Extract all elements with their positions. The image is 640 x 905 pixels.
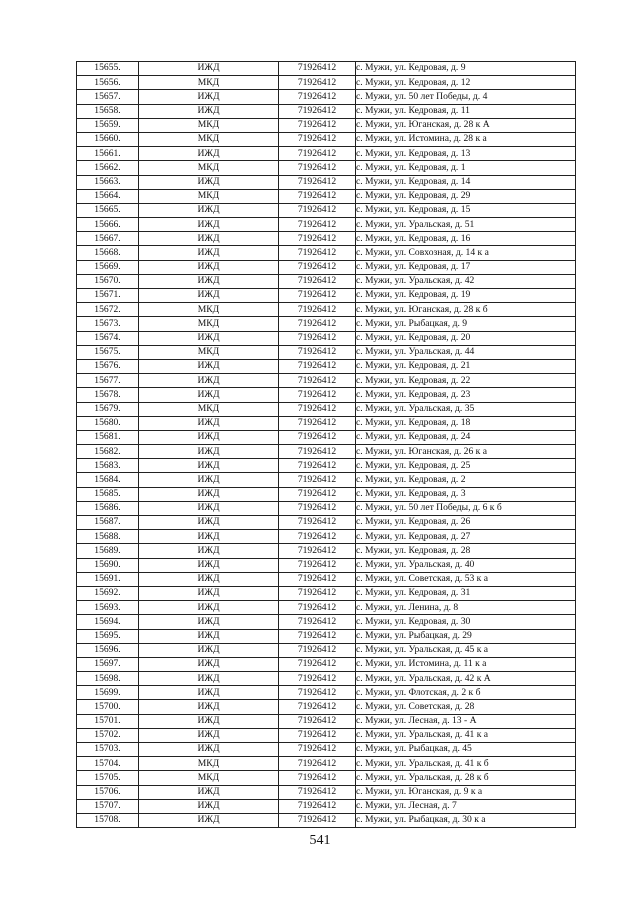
oktmo-code-cell: 71926412 — [279, 374, 356, 388]
table-row — [77, 402, 576, 416]
building-type-cell: МКД — [139, 118, 279, 132]
building-type-cell: ИЖД — [139, 459, 279, 473]
building-type-cell: ИЖД — [139, 416, 279, 430]
building-type-cell: ИЖД — [139, 629, 279, 643]
oktmo-code-cell: 71926412 — [279, 516, 356, 530]
row-number-cell: 15705. — [77, 771, 139, 785]
table-row — [77, 728, 576, 742]
oktmo-code-cell: 71926412 — [279, 430, 356, 444]
oktmo-code-cell: 71926412 — [279, 586, 356, 600]
building-type-cell: ИЖД — [139, 203, 279, 217]
building-type-cell: ИЖД — [139, 274, 279, 288]
oktmo-code-cell: 71926412 — [279, 189, 356, 203]
table-row — [77, 189, 576, 203]
oktmo-code-cell: 71926412 — [279, 473, 356, 487]
oktmo-code-cell: 71926412 — [279, 799, 356, 813]
row-number-cell: 15686. — [77, 501, 139, 515]
building-type-cell: ИЖД — [139, 544, 279, 558]
row-number-cell: 15670. — [77, 274, 139, 288]
building-type-cell: ИЖД — [139, 700, 279, 714]
address-cell: с. Мужи, ул. Кедровая, д. 26 — [356, 516, 576, 530]
table-row — [77, 487, 576, 501]
row-number-cell: 15684. — [77, 473, 139, 487]
row-number-cell: 15699. — [77, 686, 139, 700]
oktmo-code-cell: 71926412 — [279, 728, 356, 742]
row-number-cell: 15708. — [77, 813, 139, 827]
table-row — [77, 359, 576, 373]
row-number-cell: 15679. — [77, 402, 139, 416]
address-cell: с. Мужи, ул. Истомина, д. 28 к а — [356, 132, 576, 146]
oktmo-code-cell: 71926412 — [279, 558, 356, 572]
oktmo-code-cell: 71926412 — [279, 416, 356, 430]
address-cell: с. Мужи, ул. Ленина, д. 8 — [356, 601, 576, 615]
building-type-cell: МКД — [139, 303, 279, 317]
table-row — [77, 118, 576, 132]
building-type-cell: ИЖД — [139, 586, 279, 600]
building-type-cell: МКД — [139, 402, 279, 416]
row-number-cell: 15698. — [77, 672, 139, 686]
oktmo-code-cell: 71926412 — [279, 175, 356, 189]
address-cell: с. Мужи, ул. Юганская, д. 28 к б — [356, 303, 576, 317]
oktmo-code-cell: 71926412 — [279, 161, 356, 175]
building-type-cell: ИЖД — [139, 799, 279, 813]
address-cell: с. Мужи, ул. Уральская, д. 44 — [356, 345, 576, 359]
row-number-cell: 15706. — [77, 785, 139, 799]
table-row — [77, 601, 576, 615]
building-type-cell: ИЖД — [139, 714, 279, 728]
row-number-cell: 15692. — [77, 586, 139, 600]
building-type-cell: МКД — [139, 76, 279, 90]
row-number-cell: 15671. — [77, 289, 139, 303]
building-type-cell: ИЖД — [139, 388, 279, 402]
address-cell: с. Мужи, ул. Юганская, д. 28 к А — [356, 118, 576, 132]
building-type-cell: ИЖД — [139, 572, 279, 586]
building-type-cell: ИЖД — [139, 473, 279, 487]
oktmo-code-cell: 71926412 — [279, 757, 356, 771]
row-number-cell: 15697. — [77, 657, 139, 671]
building-type-cell: ИЖД — [139, 686, 279, 700]
address-cell: с. Мужи, ул. Кедровая, д. 22 — [356, 374, 576, 388]
table-row — [77, 459, 576, 473]
address-cell: с. Мужи, ул. Рыбацкая, д. 29 — [356, 629, 576, 643]
address-cell: с. Мужи, ул. Кедровая, д. 9 — [356, 62, 576, 76]
oktmo-code-cell: 71926412 — [279, 218, 356, 232]
oktmo-code-cell: 71926412 — [279, 232, 356, 246]
oktmo-code-cell: 71926412 — [279, 771, 356, 785]
building-type-cell: МКД — [139, 189, 279, 203]
building-type-cell: ИЖД — [139, 501, 279, 515]
address-cell: с. Мужи, ул. Советская, д. 28 — [356, 700, 576, 714]
row-number-cell: 15682. — [77, 445, 139, 459]
table-row — [77, 161, 576, 175]
address-cell: с. Мужи, ул. Кедровая, д. 21 — [356, 359, 576, 373]
table-row — [77, 345, 576, 359]
oktmo-code-cell: 71926412 — [279, 132, 356, 146]
table-row — [77, 218, 576, 232]
table-row — [77, 175, 576, 189]
table-row — [77, 785, 576, 799]
oktmo-code-cell: 71926412 — [279, 714, 356, 728]
address-cell: с. Мужи, ул. Кедровая, д. 14 — [356, 175, 576, 189]
row-number-cell: 15703. — [77, 743, 139, 757]
table-row — [77, 771, 576, 785]
row-number-cell: 15672. — [77, 303, 139, 317]
address-cell: с. Мужи, ул. Кедровая, д. 12 — [356, 76, 576, 90]
building-type-cell: ИЖД — [139, 672, 279, 686]
table-row — [77, 586, 576, 600]
row-number-cell: 15665. — [77, 203, 139, 217]
address-cell: с. Мужи, ул. Советская, д. 53 к а — [356, 572, 576, 586]
row-number-cell: 15680. — [77, 416, 139, 430]
row-number-cell: 15659. — [77, 118, 139, 132]
address-cell: с. Мужи, ул. Кедровая, д. 20 — [356, 331, 576, 345]
building-type-cell: ИЖД — [139, 601, 279, 615]
address-cell: с. Мужи, ул. Кедровая, д. 2 — [356, 473, 576, 487]
table-row — [77, 643, 576, 657]
housing-registry-table — [76, 61, 576, 828]
oktmo-code-cell: 71926412 — [279, 246, 356, 260]
row-number-cell: 15657. — [77, 90, 139, 104]
address-cell: с. Мужи, ул. Рыбацкая, д. 30 к а — [356, 813, 576, 827]
oktmo-code-cell: 71926412 — [279, 615, 356, 629]
oktmo-code-cell: 71926412 — [279, 445, 356, 459]
building-type-cell: ИЖД — [139, 232, 279, 246]
building-type-cell: МКД — [139, 771, 279, 785]
building-type-cell: ИЖД — [139, 813, 279, 827]
table-row — [77, 232, 576, 246]
building-type-cell: ИЖД — [139, 643, 279, 657]
row-number-cell: 15662. — [77, 161, 139, 175]
row-number-cell: 15681. — [77, 430, 139, 444]
table-row — [77, 246, 576, 260]
oktmo-code-cell: 71926412 — [279, 104, 356, 118]
row-number-cell: 15673. — [77, 317, 139, 331]
table-row — [77, 700, 576, 714]
building-type-cell: МКД — [139, 317, 279, 331]
oktmo-code-cell: 71926412 — [279, 813, 356, 827]
table-row — [77, 813, 576, 827]
address-cell: с. Мужи, ул. Флотская, д. 2 к б — [356, 686, 576, 700]
address-cell: с. Мужи, ул. Кедровая, д. 23 — [356, 388, 576, 402]
address-cell: с. Мужи, ул. Кедровая, д. 31 — [356, 586, 576, 600]
address-cell: с. Мужи, ул. Кедровая, д. 17 — [356, 260, 576, 274]
oktmo-code-cell: 71926412 — [279, 345, 356, 359]
table-row — [77, 558, 576, 572]
table-row — [77, 516, 576, 530]
oktmo-code-cell: 71926412 — [279, 76, 356, 90]
oktmo-code-cell: 71926412 — [279, 686, 356, 700]
table-row — [77, 430, 576, 444]
row-number-cell: 15656. — [77, 76, 139, 90]
table-row — [77, 672, 576, 686]
address-cell: с. Мужи, ул. Кедровая, д. 28 — [356, 544, 576, 558]
table-row — [77, 615, 576, 629]
oktmo-code-cell: 71926412 — [279, 459, 356, 473]
oktmo-code-cell: 71926412 — [279, 672, 356, 686]
building-type-cell: ИЖД — [139, 90, 279, 104]
building-type-cell: ИЖД — [139, 359, 279, 373]
building-type-cell: ИЖД — [139, 728, 279, 742]
building-type-cell: ИЖД — [139, 218, 279, 232]
building-type-cell: ИЖД — [139, 246, 279, 260]
row-number-cell: 15696. — [77, 643, 139, 657]
row-number-cell: 15666. — [77, 218, 139, 232]
table-row — [77, 544, 576, 558]
building-type-cell: ИЖД — [139, 331, 279, 345]
building-type-cell: МКД — [139, 757, 279, 771]
table-row — [77, 686, 576, 700]
building-type-cell: ИЖД — [139, 657, 279, 671]
building-type-cell: МКД — [139, 161, 279, 175]
address-cell: с. Мужи, ул. Лесная, д. 13 - А — [356, 714, 576, 728]
address-cell: с. Мужи, ул. Кедровая, д. 30 — [356, 615, 576, 629]
address-cell: с. Мужи, ул. Рыбацкая, д. 45 — [356, 743, 576, 757]
table-row — [77, 799, 576, 813]
row-number-cell: 15704. — [77, 757, 139, 771]
row-number-cell: 15688. — [77, 530, 139, 544]
row-number-cell: 15701. — [77, 714, 139, 728]
address-cell: с. Мужи, ул. Кедровая, д. 1 — [356, 161, 576, 175]
address-cell: с. Мужи, ул. 50 лет Победы, д. 6 к б — [356, 501, 576, 515]
address-cell: с. Мужи, ул. Уральская, д. 45 к а — [356, 643, 576, 657]
address-cell: с. Мужи, ул. Юганская, д. 26 к а — [356, 445, 576, 459]
address-cell: с. Мужи, ул. Кедровая, д. 24 — [356, 430, 576, 444]
table-row — [77, 530, 576, 544]
row-number-cell: 15695. — [77, 629, 139, 643]
address-cell: с. Мужи, ул. Уральская, д. 28 к б — [356, 771, 576, 785]
table-row — [77, 303, 576, 317]
table-row — [77, 260, 576, 274]
oktmo-code-cell: 71926412 — [279, 487, 356, 501]
row-number-cell: 15668. — [77, 246, 139, 260]
oktmo-code-cell: 71926412 — [279, 147, 356, 161]
row-number-cell: 15690. — [77, 558, 139, 572]
oktmo-code-cell: 71926412 — [279, 203, 356, 217]
building-type-cell: ИЖД — [139, 147, 279, 161]
address-cell: с. Мужи, ул. Кедровая, д. 25 — [356, 459, 576, 473]
address-cell: с. Мужи, ул. Уральская, д. 42 к А — [356, 672, 576, 686]
building-type-cell: ИЖД — [139, 487, 279, 501]
address-cell: с. Мужи, ул. Кедровая, д. 3 — [356, 487, 576, 501]
oktmo-code-cell: 71926412 — [279, 743, 356, 757]
oktmo-code-cell: 71926412 — [279, 530, 356, 544]
table-row — [77, 317, 576, 331]
row-number-cell: 15689. — [77, 544, 139, 558]
oktmo-code-cell: 71926412 — [279, 303, 356, 317]
row-number-cell: 15678. — [77, 388, 139, 402]
oktmo-code-cell: 71926412 — [279, 62, 356, 76]
row-number-cell: 15661. — [77, 147, 139, 161]
address-cell: с. Мужи, ул. Уральская, д. 40 — [356, 558, 576, 572]
building-type-cell: ИЖД — [139, 743, 279, 757]
table-row — [77, 203, 576, 217]
address-cell: с. Мужи, ул. Истомина, д. 11 к а — [356, 657, 576, 671]
row-number-cell: 15687. — [77, 516, 139, 530]
address-cell: с. Мужи, ул. Кедровая, д. 18 — [356, 416, 576, 430]
oktmo-code-cell: 71926412 — [279, 785, 356, 799]
oktmo-code-cell: 71926412 — [279, 331, 356, 345]
oktmo-code-cell: 71926412 — [279, 260, 356, 274]
address-cell: с. Мужи, ул. Кедровая, д. 16 — [356, 232, 576, 246]
table-row — [77, 757, 576, 771]
table-row — [77, 90, 576, 104]
table-row — [77, 629, 576, 643]
table-row — [77, 657, 576, 671]
table-row — [77, 62, 576, 76]
row-number-cell: 15683. — [77, 459, 139, 473]
address-cell: с. Мужи, ул. Лесная, д. 7 — [356, 799, 576, 813]
building-type-cell: ИЖД — [139, 615, 279, 629]
row-number-cell: 15660. — [77, 132, 139, 146]
building-type-cell: ИЖД — [139, 430, 279, 444]
oktmo-code-cell: 71926412 — [279, 274, 356, 288]
address-cell: с. Мужи, ул. 50 лет Победы, д. 4 — [356, 90, 576, 104]
row-number-cell: 15674. — [77, 331, 139, 345]
building-type-cell: ИЖД — [139, 104, 279, 118]
address-cell: с. Мужи, ул. Совхозная, д. 14 к а — [356, 246, 576, 260]
row-number-cell: 15685. — [77, 487, 139, 501]
table-row — [77, 743, 576, 757]
oktmo-code-cell: 71926412 — [279, 402, 356, 416]
table-row — [77, 388, 576, 402]
oktmo-code-cell: 71926412 — [279, 572, 356, 586]
address-cell: с. Мужи, ул. Кедровая, д. 11 — [356, 104, 576, 118]
row-number-cell: 15658. — [77, 104, 139, 118]
oktmo-code-cell: 71926412 — [279, 657, 356, 671]
oktmo-code-cell: 71926412 — [279, 629, 356, 643]
oktmo-code-cell: 71926412 — [279, 359, 356, 373]
row-number-cell: 15655. — [77, 62, 139, 76]
table-row — [77, 331, 576, 345]
row-number-cell: 15664. — [77, 189, 139, 203]
table-row — [77, 501, 576, 515]
row-number-cell: 15694. — [77, 615, 139, 629]
table-row — [77, 473, 576, 487]
address-cell: с. Мужи, ул. Кедровая, д. 13 — [356, 147, 576, 161]
building-type-cell: ИЖД — [139, 62, 279, 76]
building-type-cell: ИЖД — [139, 374, 279, 388]
address-cell: с. Мужи, ул. Уральская, д. 51 — [356, 218, 576, 232]
address-cell: с. Мужи, ул. Уральская, д. 41 к а — [356, 728, 576, 742]
oktmo-code-cell: 71926412 — [279, 118, 356, 132]
row-number-cell: 15691. — [77, 572, 139, 586]
row-number-cell: 15663. — [77, 175, 139, 189]
building-type-cell: ИЖД — [139, 530, 279, 544]
table-row — [77, 445, 576, 459]
address-cell: с. Мужи, ул. Кедровая, д. 19 — [356, 289, 576, 303]
oktmo-code-cell: 71926412 — [279, 388, 356, 402]
oktmo-code-cell: 71926412 — [279, 544, 356, 558]
building-type-cell: ИЖД — [139, 260, 279, 274]
page-number: 541 — [309, 833, 331, 848]
building-type-cell: МКД — [139, 132, 279, 146]
oktmo-code-cell: 71926412 — [279, 289, 356, 303]
table-row — [77, 416, 576, 430]
table-row — [77, 147, 576, 161]
row-number-cell: 15677. — [77, 374, 139, 388]
address-cell: с. Мужи, ул. Уральская, д. 35 — [356, 402, 576, 416]
table-row — [77, 714, 576, 728]
building-type-cell: ИЖД — [139, 175, 279, 189]
table-row — [77, 274, 576, 288]
oktmo-code-cell: 71926412 — [279, 700, 356, 714]
oktmo-code-cell: 71926412 — [279, 601, 356, 615]
registry-body — [77, 62, 576, 828]
row-number-cell: 15669. — [77, 260, 139, 274]
address-cell: с. Мужи, ул. Кедровая, д. 15 — [356, 203, 576, 217]
building-type-cell: ИЖД — [139, 289, 279, 303]
table-row — [77, 76, 576, 90]
row-number-cell: 15702. — [77, 728, 139, 742]
row-number-cell: 15693. — [77, 601, 139, 615]
table-row — [77, 289, 576, 303]
table-row — [77, 104, 576, 118]
building-type-cell: ИЖД — [139, 558, 279, 572]
address-cell: с. Мужи, ул. Юганская, д. 9 к а — [356, 785, 576, 799]
address-cell: с. Мужи, ул. Уральская, д. 41 к б — [356, 757, 576, 771]
table-row — [77, 572, 576, 586]
building-type-cell: ИЖД — [139, 516, 279, 530]
oktmo-code-cell: 71926412 — [279, 643, 356, 657]
table-row — [77, 132, 576, 146]
address-cell: с. Мужи, ул. Кедровая, д. 29 — [356, 189, 576, 203]
building-type-cell: МКД — [139, 345, 279, 359]
address-cell: с. Мужи, ул. Рыбацкая, д. 9 — [356, 317, 576, 331]
oktmo-code-cell: 71926412 — [279, 501, 356, 515]
row-number-cell: 15676. — [77, 359, 139, 373]
oktmo-code-cell: 71926412 — [279, 90, 356, 104]
row-number-cell: 15675. — [77, 345, 139, 359]
building-type-cell: ИЖД — [139, 785, 279, 799]
row-number-cell: 15707. — [77, 799, 139, 813]
address-cell: с. Мужи, ул. Кедровая, д. 27 — [356, 530, 576, 544]
oktmo-code-cell: 71926412 — [279, 317, 356, 331]
row-number-cell: 15667. — [77, 232, 139, 246]
row-number-cell: 15700. — [77, 700, 139, 714]
address-cell: с. Мужи, ул. Уральская, д. 42 — [356, 274, 576, 288]
table-row — [77, 374, 576, 388]
building-type-cell: ИЖД — [139, 445, 279, 459]
